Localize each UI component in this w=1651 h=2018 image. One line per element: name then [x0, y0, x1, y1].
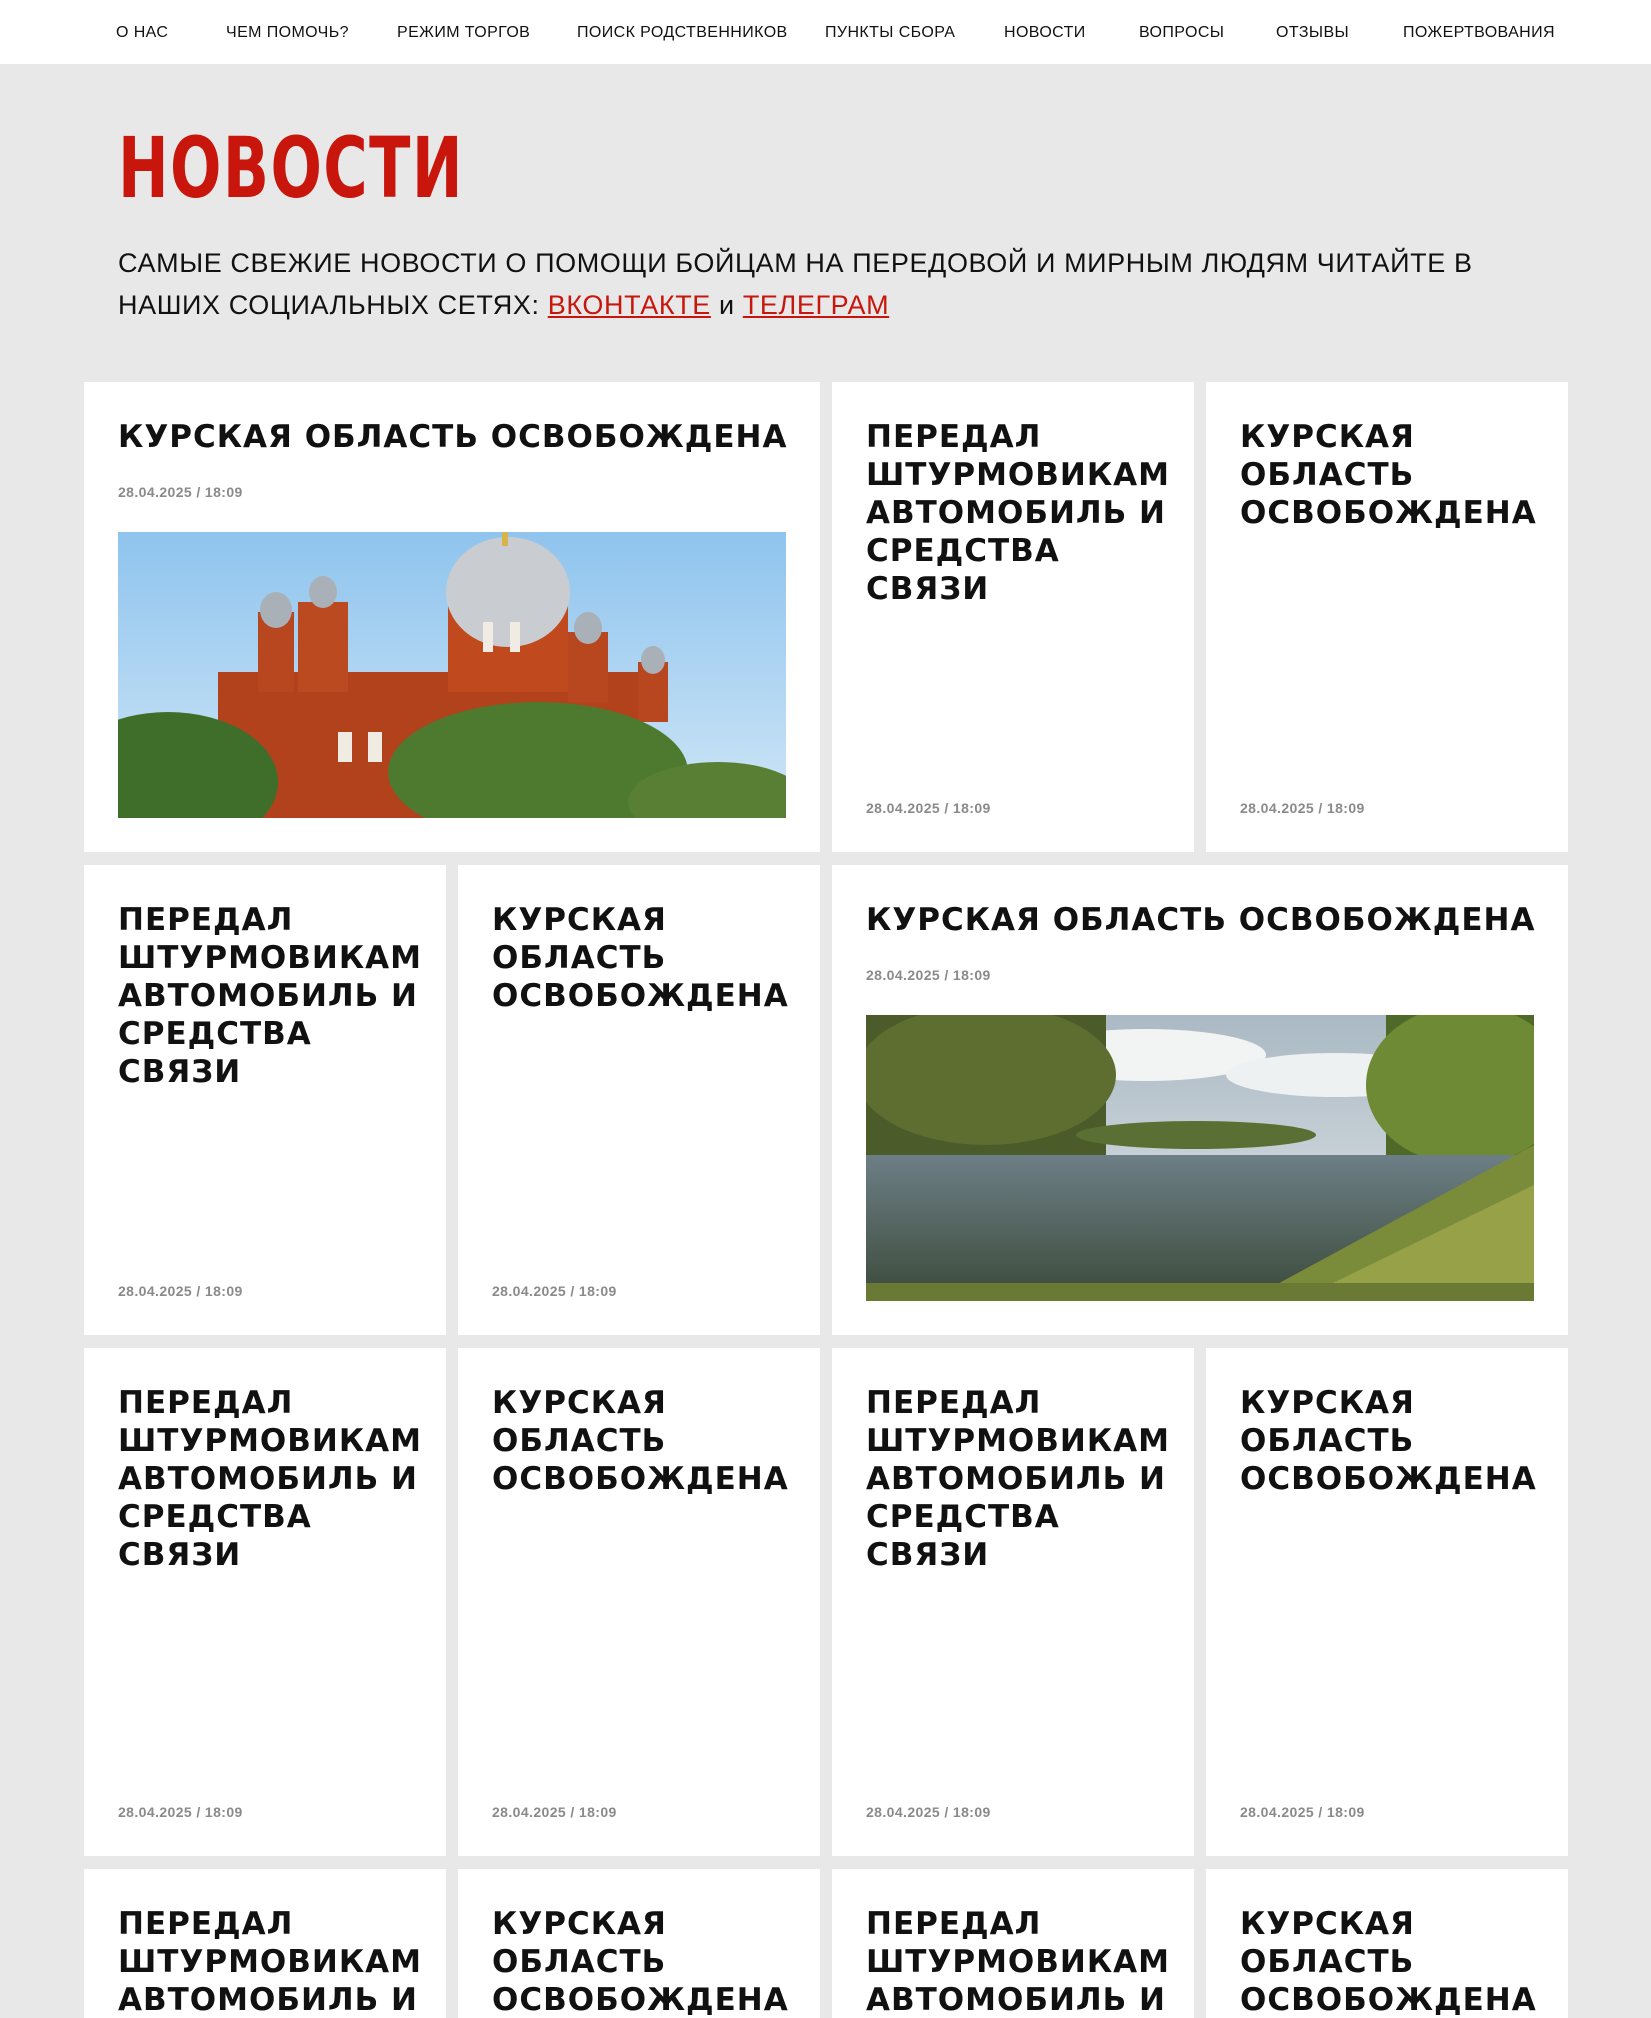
news-card-title: КУРСКАЯ ОБЛАСТЬ ОСВОБОЖДЕНА	[866, 902, 1536, 938]
news-card-title: КУРСКАЯ ОБЛАСТЬ ОСВОБОЖДЕНА	[1240, 419, 1537, 531]
nav-link-trading-mode[interactable]: РЕЖИМ ТОРГОВ	[397, 24, 531, 41]
top-navigation	[0, 0, 1651, 64]
news-card-date: 28.04.2025 / 18:09	[118, 484, 243, 500]
news-card-featured[interactable]	[84, 382, 820, 852]
news-card-title: ПЕРЕДАЛ ШТУРМОВИКАМ АВТОМОБИЛЬ И СРЕДСТВА СВЯЗИ	[118, 902, 423, 1090]
river-photo	[866, 1015, 1534, 1301]
news-card-date: 28.04.2025 / 18:09	[492, 1283, 617, 1299]
news-card-date: 28.04.2025 / 18:09	[866, 800, 991, 816]
news-card-date: 28.04.2025 / 18:09	[1240, 1804, 1365, 1820]
news-card-title: КУРСКАЯ ОБЛАСТЬ ОСВОБОЖДЕНА	[492, 1385, 789, 1497]
news-card-title: ПЕРЕДАЛ ШТУРМОВИКАМ АВТОМОБИЛЬ И СРЕДСТВА СВЯЗИ	[866, 1385, 1171, 1573]
news-card-title: КУРСКАЯ ОБЛАСТЬ ОСВОБОЖДЕНА	[492, 1906, 789, 2018]
nav-link-reviews[interactable]: ОТЗЫВЫ	[1276, 24, 1350, 41]
intro-joiner: и	[719, 290, 735, 320]
news-card-title: ПЕРЕДАЛ ШТУРМОВИКАМ АВТОМОБИЛЬ И	[118, 1906, 423, 2018]
news-card-title: КУРСКАЯ ОБЛАСТЬ ОСВОБОЖДЕНА	[1240, 1906, 1537, 2018]
nav-link-questions[interactable]: ВОПРОСЫ	[1139, 24, 1225, 41]
church-photo	[118, 532, 786, 818]
news-card-title: ПЕРЕДАЛ ШТУРМОВИКАМ АВТОМОБИЛЬ И СРЕДСТВА СВЯЗИ	[866, 419, 1171, 607]
news-card[interactable]	[1206, 382, 1568, 852]
news-card[interactable]	[832, 382, 1194, 852]
news-card[interactable]	[84, 1348, 446, 1856]
nav-link-donations[interactable]: ПОЖЕРТВОВАНИЯ	[1403, 24, 1555, 41]
news-card[interactable]	[832, 1869, 1194, 2018]
page-title: НОВОСТИ	[118, 119, 464, 217]
news-card[interactable]	[84, 865, 446, 1335]
nav-link-relatives-search[interactable]: ПОИСК РОДСТВЕННИКОВ	[577, 24, 788, 41]
nav-link-news[interactable]: НОВОСТИ	[1004, 24, 1086, 41]
vk-link[interactable]: ВКОНТАКТЕ	[547, 290, 711, 320]
news-card[interactable]	[1206, 1348, 1568, 1856]
news-card-date: 28.04.2025 / 18:09	[118, 1283, 243, 1299]
news-card-featured[interactable]	[832, 865, 1568, 1335]
telegram-link[interactable]: ТЕЛЕГРАМ	[742, 290, 890, 320]
news-card-title: ПЕРЕДАЛ ШТУРМОВИКАМ АВТОМОБИЛЬ И СРЕДСТВА СВЯЗИ	[118, 1385, 423, 1573]
news-card[interactable]	[458, 1869, 820, 2018]
nav-link-collection-points[interactable]: ПУНКТЫ СБОРА	[825, 24, 956, 41]
intro-text: САМЫЕ СВЕЖИЕ НОВОСТИ О ПОМОЩИ БОЙЦАМ НА ПЕРЕДОВОЙ И МИРНЫМ ЛЮДЯМ ЧИТАЙТЕ В НАШИХ СОЦИАЛЬНЫХ СЕТЯХ:	[118, 248, 1473, 320]
news-card-title: КУРСКАЯ ОБЛАСТЬ ОСВОБОЖДЕНА	[492, 902, 789, 1014]
news-card-date: 28.04.2025 / 18:09	[118, 1804, 243, 1820]
news-card-date: 28.04.2025 / 18:09	[492, 1804, 617, 1820]
page-intro	[118, 242, 1538, 326]
news-card[interactable]	[1206, 1869, 1568, 2018]
news-card[interactable]	[458, 865, 820, 1335]
nav-link-how-to-help[interactable]: ЧЕМ ПОМОЧЬ?	[226, 24, 349, 41]
news-card-date: 28.04.2025 / 18:09	[866, 1804, 991, 1820]
news-card[interactable]	[84, 1869, 446, 2018]
nav-link-about[interactable]: О НАС	[116, 24, 169, 41]
news-card[interactable]	[458, 1348, 820, 1856]
news-card-date: 28.04.2025 / 18:09	[866, 967, 991, 983]
news-card-title: КУРСКАЯ ОБЛАСТЬ ОСВОБОЖДЕНА	[118, 419, 788, 455]
news-card-title: ПЕРЕДАЛ ШТУРМОВИКАМ АВТОМОБИЛЬ И	[866, 1906, 1171, 2018]
news-card[interactable]	[832, 1348, 1194, 1856]
news-card-title: КУРСКАЯ ОБЛАСТЬ ОСВОБОЖДЕНА	[1240, 1385, 1537, 1497]
news-card-date: 28.04.2025 / 18:09	[1240, 800, 1365, 816]
